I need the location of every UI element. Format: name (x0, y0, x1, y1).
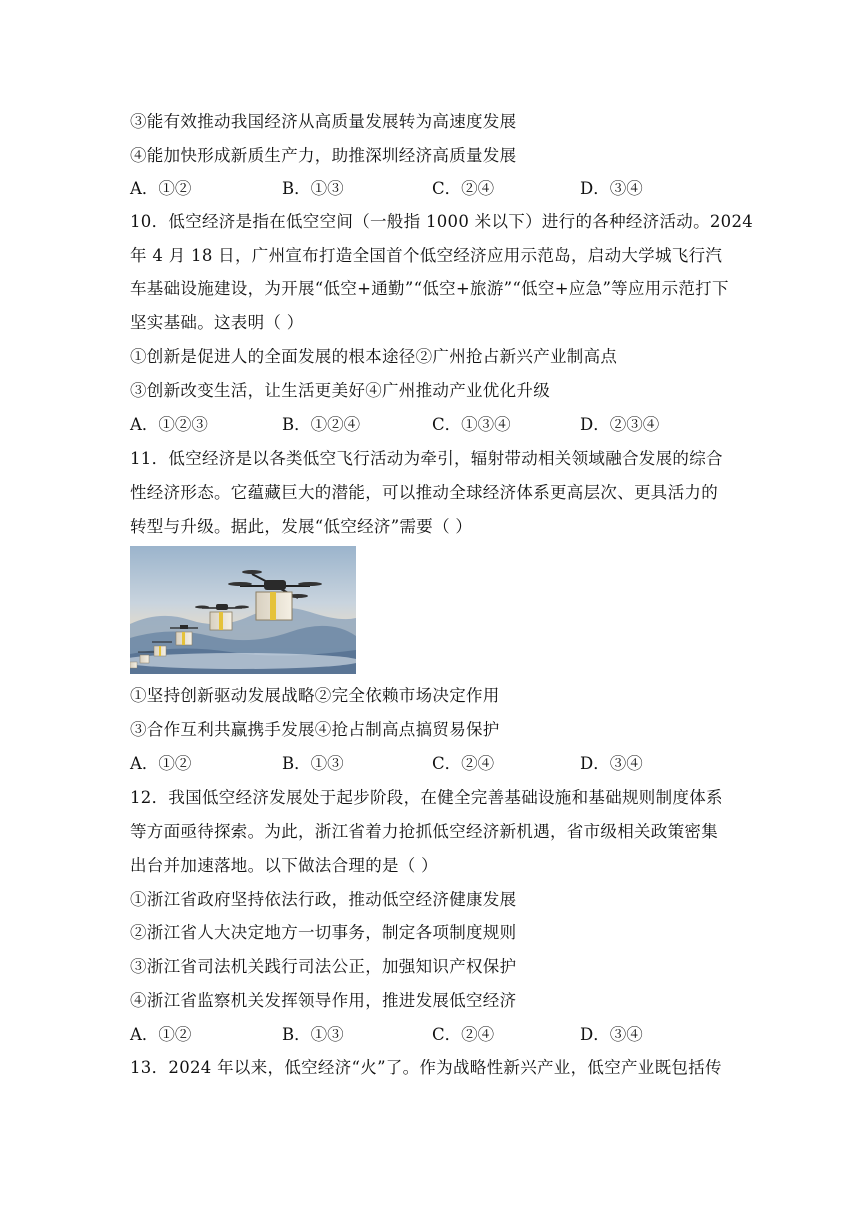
q11-stem-line-1: 11．低空经济是以各类低空飞行活动为牵引，辐射带动相关领域融合发展的综合 (130, 449, 723, 468)
q9-item-4: ④能加快形成新质生产力，助推深圳经济高质量发展 (130, 146, 517, 165)
q11-option-c: C．②④ (432, 754, 495, 773)
q12-option-c: C．②④ (432, 1025, 495, 1044)
drone-delivery-image (130, 546, 356, 674)
q10-stem-line-1: 10．低空经济是指在低空空间（一般指 1000 米以下）进行的各种经济活动。2024 (130, 212, 754, 231)
q11-stem-line-2: 性经济形态。它蕴藏巨大的潜能，可以推动全球经济体系更高层次、更具活力的 (130, 483, 718, 502)
q12-item-line-2: ②浙江省人大决定地方一切事务，制定各项制度规则 (130, 923, 517, 942)
q9-option-c: C．②④ (432, 179, 495, 198)
q11-option-b: B．①③ (282, 754, 344, 773)
q10-item-line-2: ③创新改变生活，让生活更美好④广州推动产业优化升级 (130, 381, 550, 400)
q10-stem-line-4: 坚实基础。这表明（ ） (130, 313, 304, 332)
q9-item-3: ③能有效推动我国经济从高质量发展转为高速度发展 (130, 112, 517, 131)
q11-item-line-2: ③合作互利共赢携手发展④抢占制高点搞贸易保护 (130, 720, 500, 739)
q12-item-line-3: ③浙江省司法机关践行司法公正，加强知识产权保护 (130, 957, 517, 976)
q10-stem-line-2: 年 4 月 18 日，广州宣布打造全国首个低空经济应用示范岛，启动大学城飞行汽 (130, 246, 723, 265)
q10-stem-line-3: 车基础设施建设，为开展“低空+通勤”“低空+旅游”“低空+应急”等应用示范打下 (130, 279, 729, 298)
q11-item-line-1: ①坚持创新驱动发展战略②完全依赖市场决定作用 (130, 686, 500, 705)
q10-option-a: A．①②③ (130, 415, 208, 434)
q11-stem-line-3: 转型与升级。据此，发展“低空经济”需要（ ） (130, 517, 473, 536)
q9-option-d: D．③④ (580, 179, 643, 198)
q11-option-d: D．③④ (580, 754, 643, 773)
q12-item-line-1: ①浙江省政府坚持依法行政，推动低空经济健康发展 (130, 890, 517, 909)
q12-option-b: B．①③ (282, 1025, 344, 1044)
q10-option-d: D．②③④ (580, 415, 660, 434)
q13-stem-line-1: 13．2024 年以来，低空经济“火”了。作为战略性新兴产业，低空产业既包括传 (130, 1058, 722, 1077)
q10-option-c: C．①③④ (432, 415, 511, 434)
q12-option-a: A．①② (130, 1025, 192, 1044)
q12-item-line-4: ④浙江省监察机关发挥领导作用，推进发展低空经济 (130, 991, 517, 1010)
q10-option-b: B．①②④ (282, 415, 361, 434)
q12-stem-line-2: 等方面亟待探索。为此，浙江省着力抢抓低空经济新机遇，省市级相关政策密集 (130, 822, 718, 841)
q10-item-line-1: ①创新是促进人的全面发展的根本途径②广州抢占新兴产业制高点 (130, 347, 618, 366)
q9-option-b: B．①③ (282, 179, 344, 198)
q12-option-d: D．③④ (580, 1025, 643, 1044)
q11-option-a: A．①② (130, 754, 192, 773)
q12-stem-line-1: 12．我国低空经济发展处于起步阶段，在健全完善基础设施和基础规则制度体系 (130, 788, 723, 807)
q9-option-a: A．①② (130, 179, 192, 198)
q12-stem-line-3: 出台并加速落地。以下做法合理的是（ ） (130, 856, 438, 875)
